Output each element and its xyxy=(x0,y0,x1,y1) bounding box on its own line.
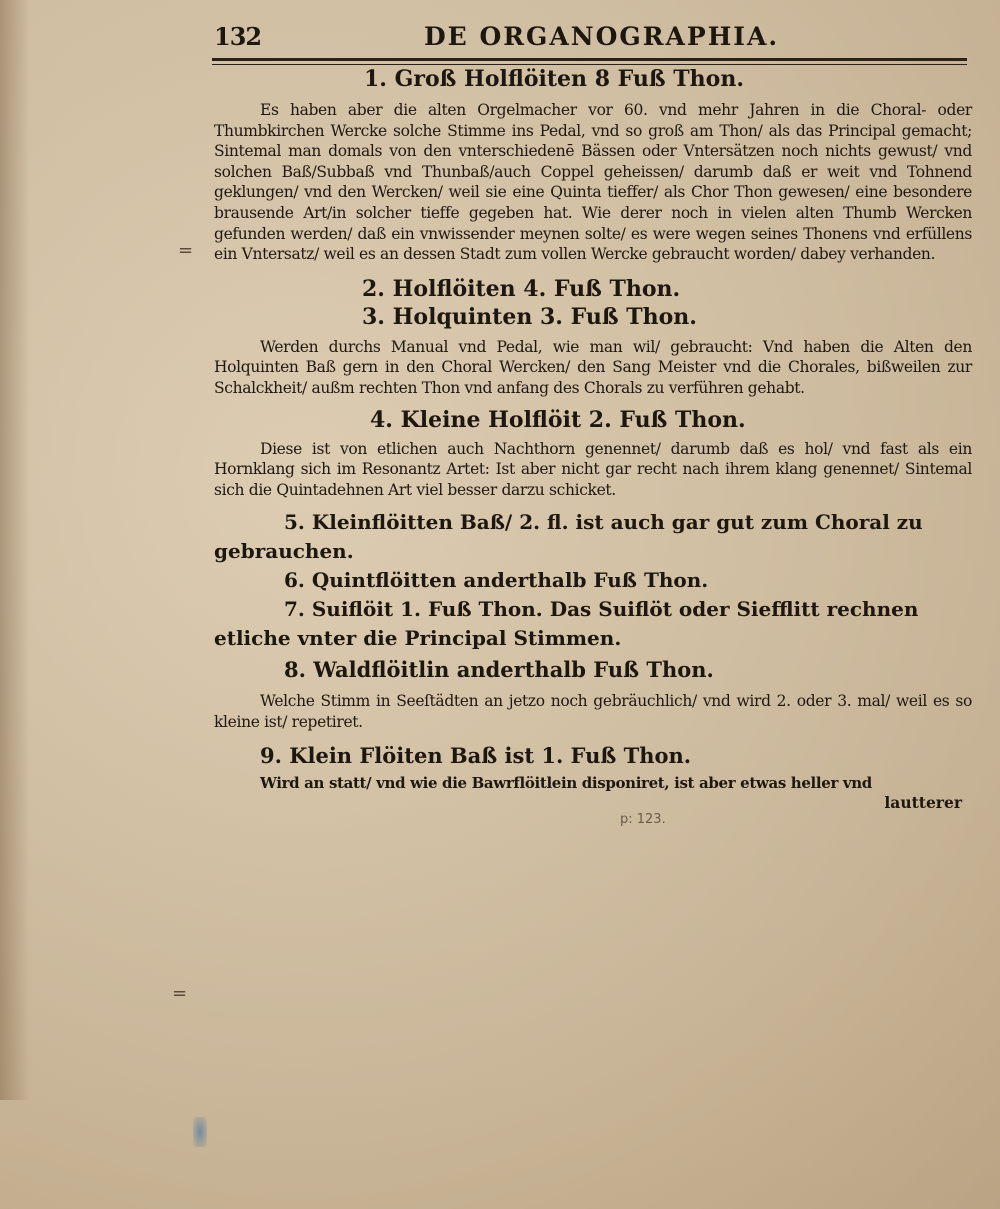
ink-speck xyxy=(193,1117,207,1147)
entry-line: 7. Suiflöit 1. Fuß Thon. Das Suiflöt oder Siefflitt rechnen etliche vnter die Principal Stimmen. xyxy=(214,597,919,651)
entry-line: 6. Quintflöitten anderthalb Fuß Thon. xyxy=(284,568,709,593)
paragraph: Werden durchs Manual vnd Pedal, wie man wil/ gebraucht: Vnd haben die Alten den Holquinten Baß gern in den Choral Wercken/ den Sang Meister vnd die Chorales, bißweilen zur Schalckheit/ außm rechten Thon vnd anfang des Chorals zu verführen gehabt. xyxy=(214,337,972,397)
entry-line: 5. Kleinflöitten Baß/ 2. fl. ist auch gar gut zum Choral zu gebrauchen. xyxy=(214,510,923,564)
margin-mark: = xyxy=(178,240,194,261)
page-edge-stain xyxy=(0,0,30,1100)
paragraph: Diese ist von etlichen auch Nachthorn genennet/ darumb daß es hol/ vnd fast als ein Hornklang sich im Resonantz Artet: Ist aber nicht gar recht nach ihrem klang genennet/ Sintemal sich die Quintadehnen Art viel besser darzu schicket. xyxy=(214,439,972,499)
header-rule xyxy=(212,58,967,61)
running-title: DE ORGANOGRAPHIA. xyxy=(424,22,780,51)
catchword: lautterer xyxy=(884,793,962,813)
entry-heading: 3. Holquinten 3. Fuß Thon. xyxy=(362,303,697,330)
paragraph: Welche Stimm in Seeſtädten an jetzo noch gebräuchlich/ vnd wird 2. oder 3. mal/ weil es so kleine ist/ repetiret. xyxy=(214,692,972,731)
entry-heading: 8. Waldflöitlin anderthalb Fuß Thon. xyxy=(284,657,714,683)
main-text xyxy=(214,62,972,812)
entry-heading: 2. Holflöiten 4. Fuß Thon. xyxy=(362,275,681,302)
entry-heading: 9. Klein Flöiten Baß ist 1. Fuß Thon. xyxy=(260,742,692,768)
margin-mark: = xyxy=(172,983,188,1004)
pencil-annotation: p: 123. xyxy=(620,812,666,827)
entry-heading: 4. Kleine Holflöit 2. Fuß Thon. xyxy=(370,406,746,433)
entry-heading: 1. Groß Holflöiten 8 Fuß Thon. xyxy=(364,66,744,92)
paragraph: Wird an statt/ vnd wie die Bawrflöitlein disponiret, ist aber etwas heller vnd xyxy=(260,773,872,792)
page-number: 132 xyxy=(214,22,262,51)
paragraph: Es haben aber die alten Orgelmacher vor 60. vnd mehr Jahren in die Choral- oder Thumbkirchen Wercke solche Stimme ins Pedal, vnd so groß am Thon/ als das Principal gemacht; Sintemal man domals von den vnterschiedenē Bässen oder Vntersätzen noch nichts gewust/ vnd solchen Baß/Subbaß vnd Thunbaß/auch Coppel geheissen/ darumb daß er weit vnd Tohnend geklungen/ vnd den Wercken/ weil sie eine Quinta tieffer/ als Chor Thon gewesen/ eine besondere brausende Art/in solcher tieffe gegeben hat. Wie derer noch in vielen alten Thumb Wercken gefunden werden/ daß ein vnwissender meynen solte/ es were wegen seines Thonens vnd erfüllens ein Vntersatz/ weil es an dessen Stadt zum vollen Wercke gebraucht worden/ dabey verhanden. xyxy=(214,101,972,264)
page-header xyxy=(212,16,972,68)
